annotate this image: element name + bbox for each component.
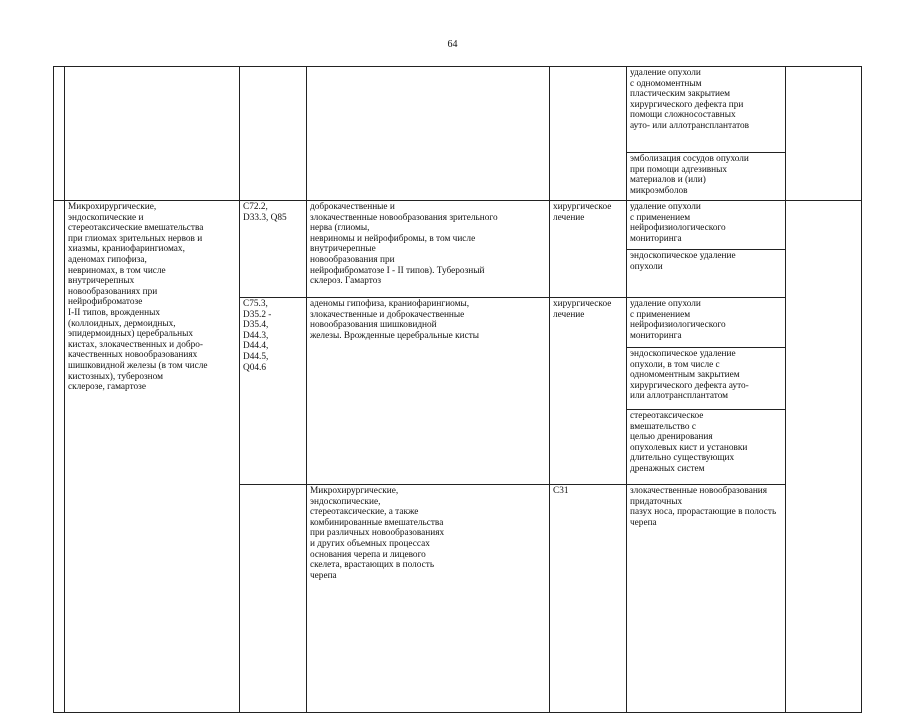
- number-cell: [240, 485, 307, 713]
- model-cell: [307, 67, 550, 201]
- treatment-cell: [550, 67, 627, 201]
- group-cell: Микрохирургические, эндоскопические, стереотаксические, а также комбинированные вмешательства при различных новообразованиях и других объемных процессах основания черепа и лицевого скелета, врастающих в полость черепа: [307, 485, 550, 713]
- extra-cell: [786, 67, 862, 201]
- group-cell: [65, 67, 240, 201]
- model-cell: аденомы гипофиза, краниофарингиомы, злокачественные и доброкачественные новообразования шишковидной железы. Врожденные церебральные кисты: [307, 298, 550, 485]
- codes-cell: С72.2, D33.3, Q85: [240, 201, 307, 298]
- method-cell: стереотаксическое вмешательство с целью дренирования опухолевых кист и установки длительно существующих дренажных систем: [627, 410, 786, 485]
- method-cell: удаление опухоли с одномоментным пластическим закрытием хирургического дефекта при помощи сложносоставных ауто- или аллотрансплантатов: [627, 67, 786, 153]
- method-cell: эндоскопическое удаление опухоли: [627, 250, 786, 298]
- method-cell: удаление опухоли с применением нейрофизиологического мониторинга: [627, 201, 786, 250]
- medical-procedures-table: [53, 66, 862, 713]
- model-cell: доброкачественные и злокачественные новообразования зрительного нерва (глиомы, невриномы и нейрофибромы, в том числе внутричерепные новообразования при нейрофиброматозе I - II типов). Туберозный склероз. Гамартоз: [307, 201, 550, 298]
- codes-cell: [240, 67, 307, 201]
- treatment-cell: хирургическое лечение: [550, 201, 627, 298]
- number-cell: [54, 67, 65, 201]
- group-cell: Микрохирургические, эндоскопические и стереотаксические вмешательства при глиомах зрительных нервов и хиазмы, краниофарингиомах, аденомах гипофиза, невриномах, в том числе внутричерепных новообразованиях при нейрофиброматозе I-II типов, врожденных (коллоидных, дермоидных, эпидермоидных) церебральных кистах, злокачественных и добро- качественных новообразованиях шишковидной железы (в том числе кистозных), туберозном склерозе, гамартозе: [65, 201, 240, 713]
- model-cell: злокачественные новообразования придаточных пазух носа, прорастающие в полость черепа: [627, 485, 786, 713]
- page-number: 64: [447, 39, 458, 50]
- method-cell: удаление опухоли с применением нейрофизиологического мониторинга: [627, 298, 786, 348]
- method-cell: эмболизация сосудов опухоли при помощи адгезивных материалов и (или) микроэмболов: [627, 153, 786, 201]
- method-cell: эндоскопическое удаление опухоли, в том числе с одномоментным закрытием хирургического дефекта ауто- или аллотрансплантатом: [627, 348, 786, 410]
- treatment-cell: хирургическое лечение: [550, 298, 627, 485]
- extra-cell: [786, 201, 862, 713]
- number-cell: [54, 201, 65, 713]
- codes-cell: С75.3, D35.2 - D35.4, D44.3, D44.4, D44.5, Q04.6: [240, 298, 307, 485]
- codes-cell: С31: [550, 485, 627, 713]
